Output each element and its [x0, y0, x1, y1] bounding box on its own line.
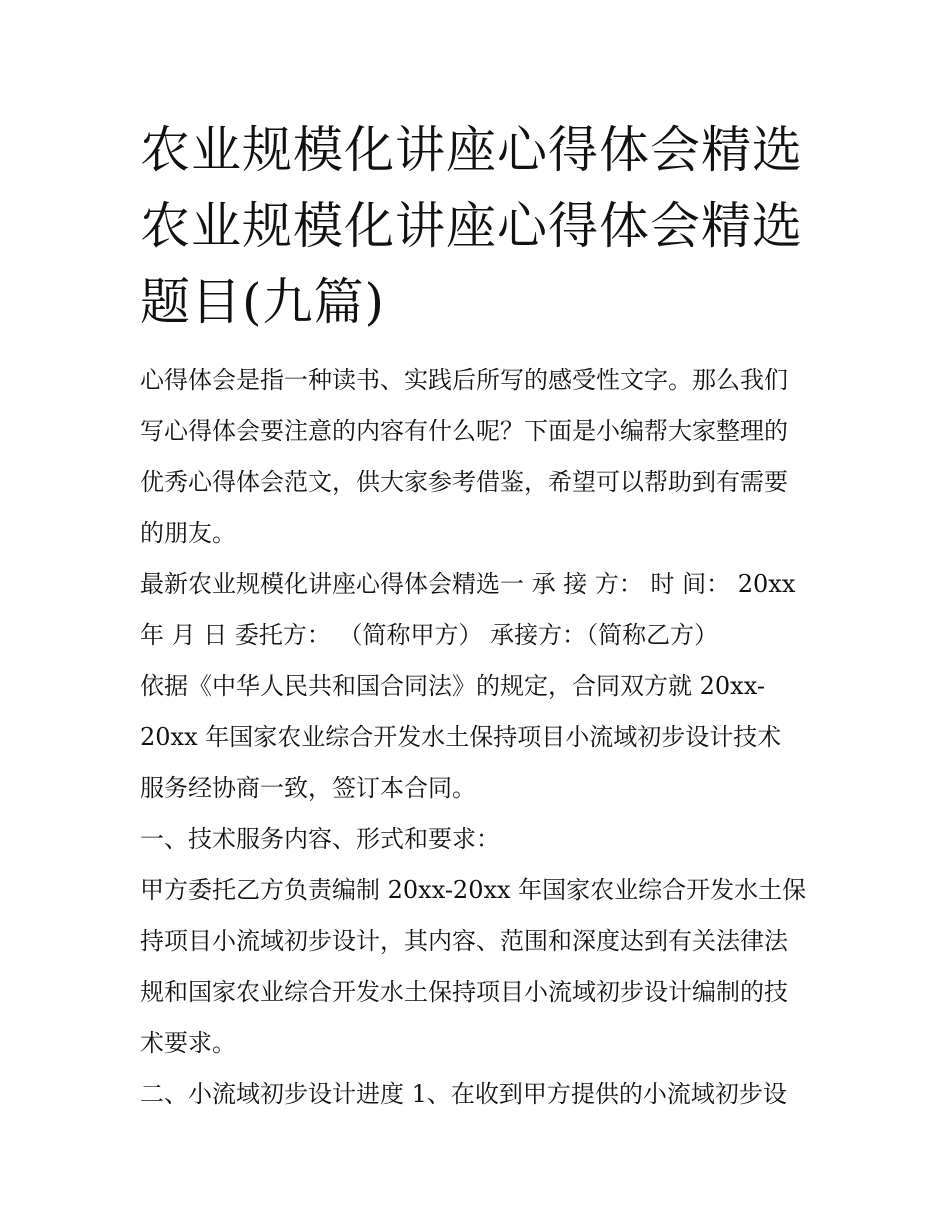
- body-line: 的朋友。: [140, 519, 236, 547]
- body-line: 一、技术服务内容、形式和要求：: [140, 825, 500, 853]
- body-line: 年 月 日 委托方： （简称甲方） 承接方：（简称乙方）: [140, 621, 719, 649]
- title-line: 题目(九篇): [140, 273, 386, 331]
- body-line: 最新农业规模化讲座心得体会精选一 承 接 方： 时 间： 20xx: [140, 570, 796, 598]
- body-line: 优秀心得体会范文，供大家参考借鉴，希望可以帮助到有需要: [140, 468, 788, 496]
- body-line: 二、小流域初步设计进度 1、在收到甲方提供的小流域初步设: [140, 1080, 787, 1108]
- document-body: [140, 355, 830, 1120]
- title-line: 农业规模化讲座心得体会精选: [140, 197, 803, 255]
- body-line: 甲方委托乙方负责编制 20xx-20xx 年国家农业综合开发水土保: [140, 876, 807, 904]
- body-line: 依据《中华人民共和国合同法》的规定，合同双方就 20xx-: [140, 672, 765, 700]
- title-line: 农业规模化讲座心得体会精选: [140, 121, 803, 179]
- body-line: 术要求。: [140, 1029, 236, 1057]
- body-line: 持项目小流域初步设计，其内容、范围和深度达到有关法律法: [140, 927, 788, 955]
- body-line: 20xx 年国家农业综合开发水土保持项目小流域初步设计技术: [140, 723, 782, 751]
- body-line: 服务经协商一致，签订本合同。: [140, 774, 476, 802]
- body-line: 规和国家农业综合开发水土保持项目小流域初步设计编制的技: [140, 978, 788, 1006]
- body-line: 写心得体会要注意的内容有什么呢？下面是小编帮大家整理的: [140, 417, 788, 445]
- document-title: [140, 112, 830, 340]
- body-line: 心得体会是指一种读书、实践后所写的感受性文字。那么我们: [140, 366, 788, 394]
